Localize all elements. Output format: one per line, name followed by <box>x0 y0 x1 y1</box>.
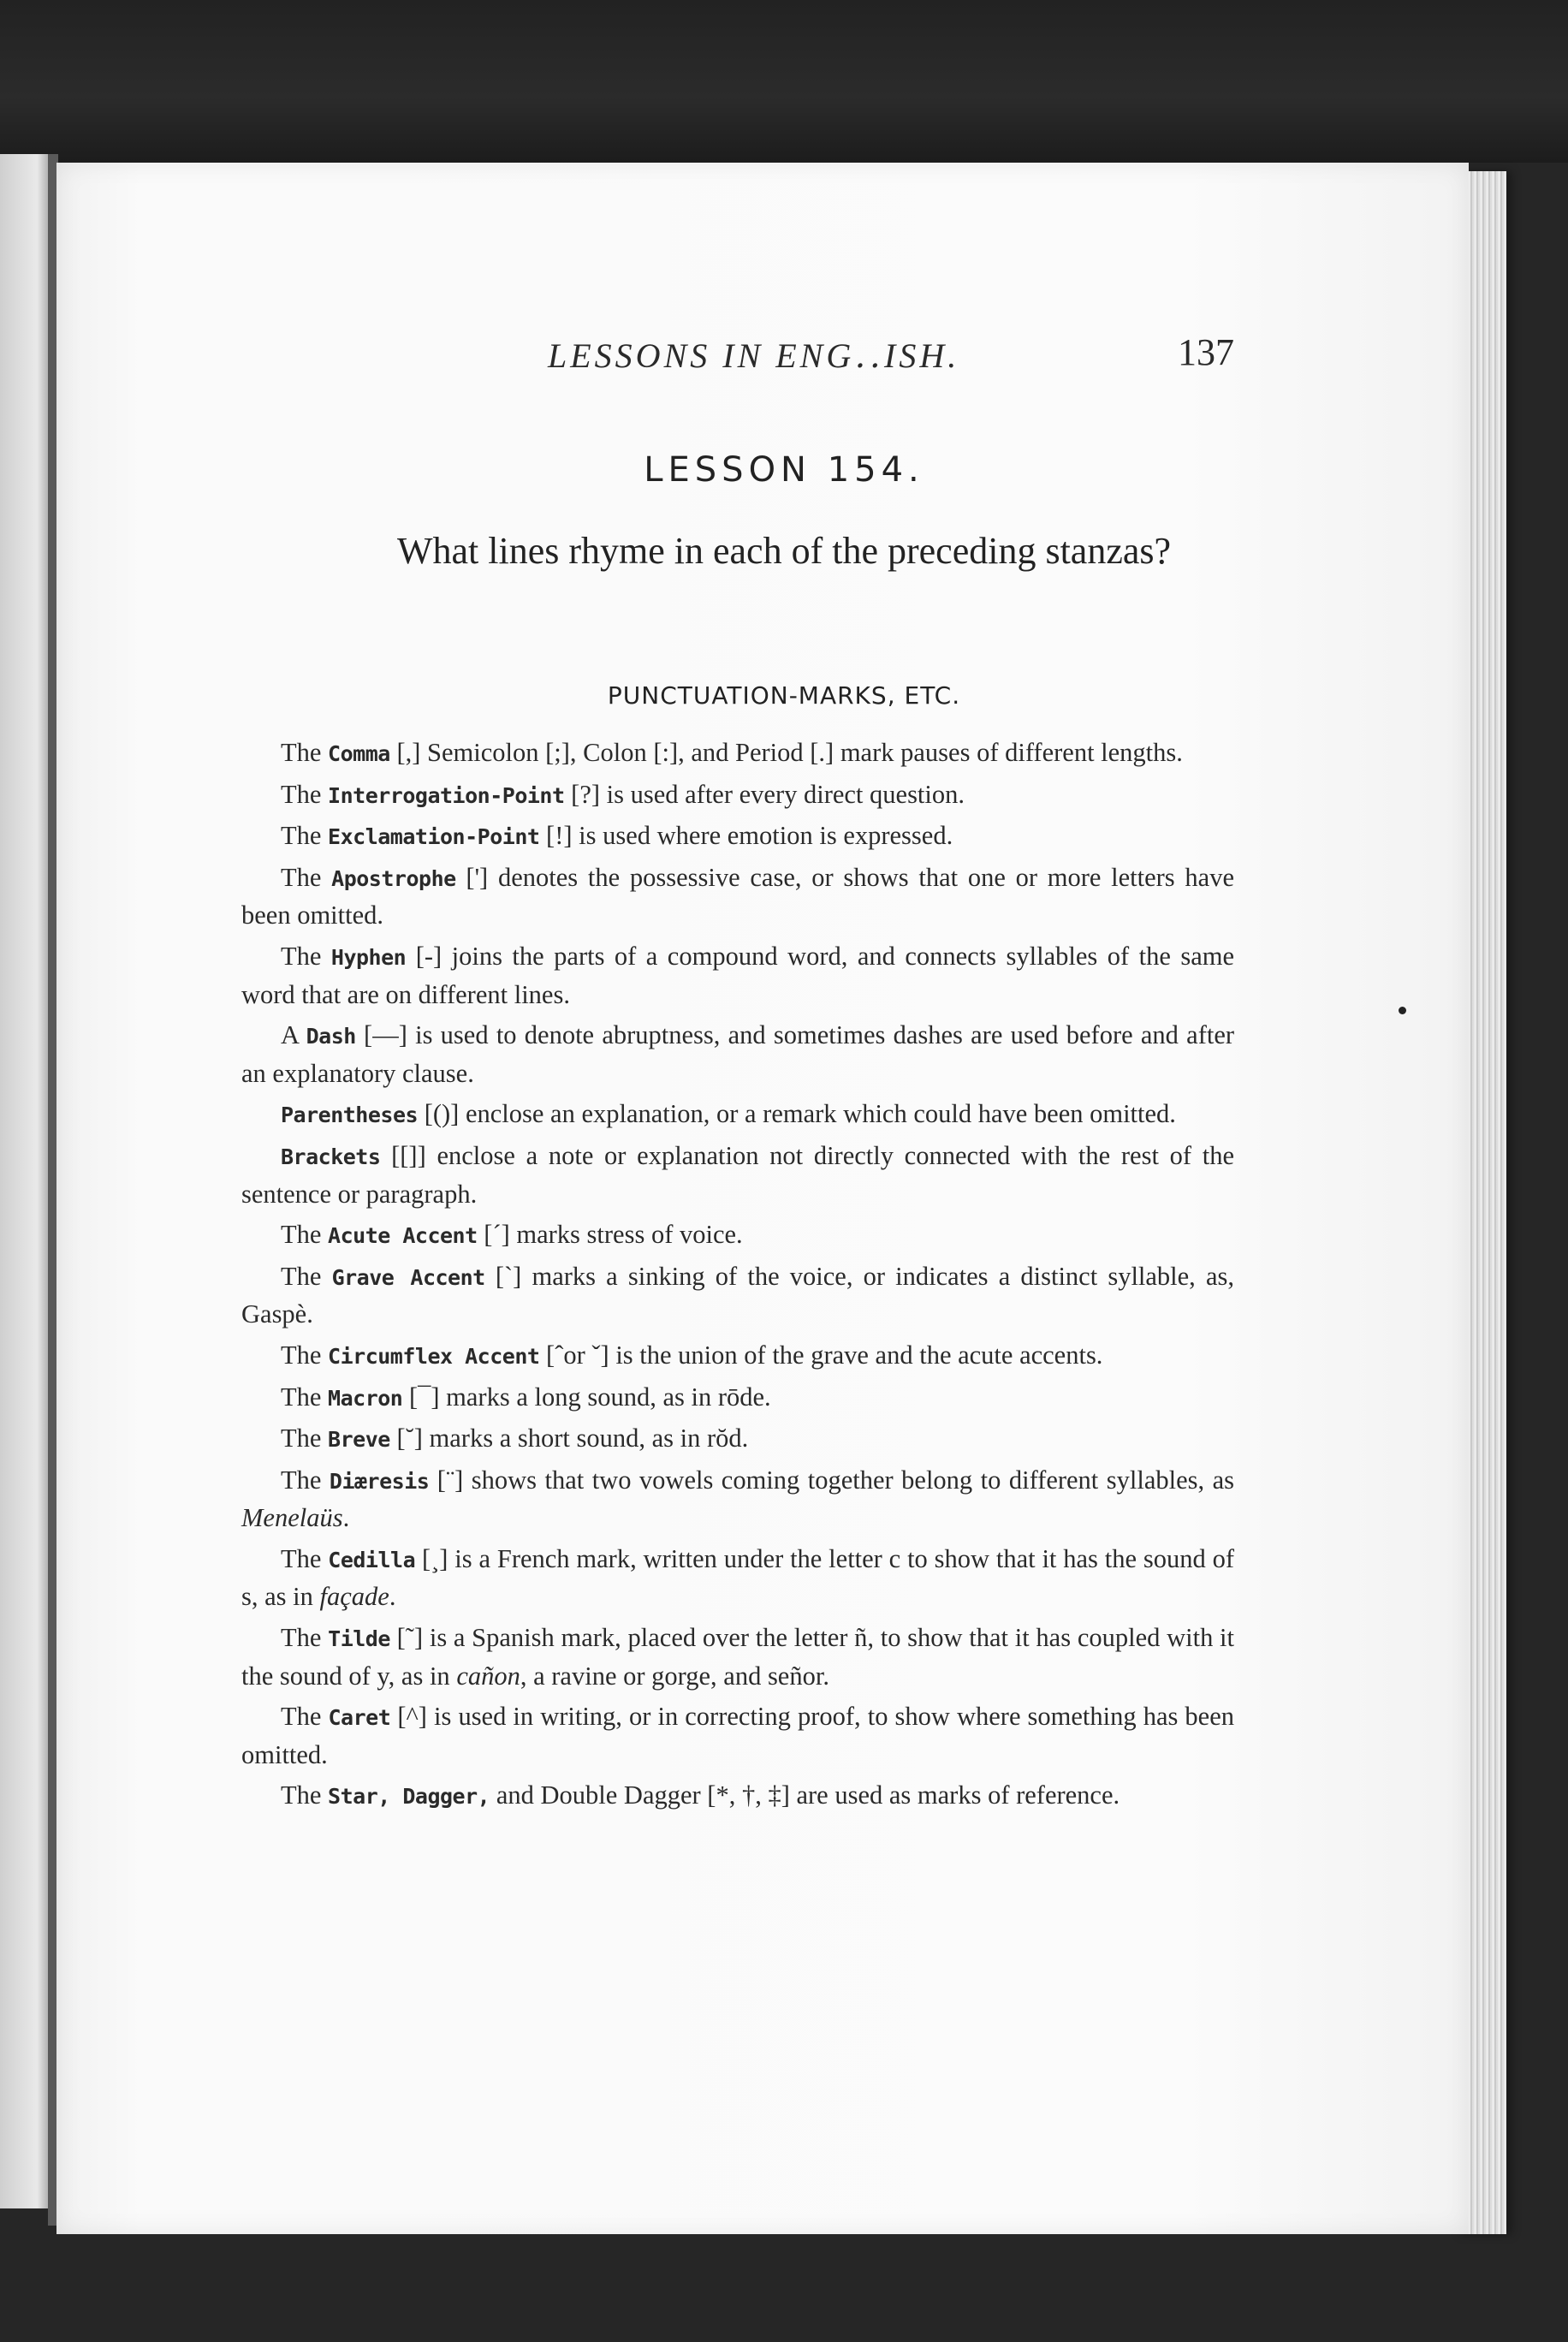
paragraph-body: [˘] marks a short sound, as in rŏd. <box>389 1424 749 1453</box>
paragraph-lead: The <box>281 1340 329 1370</box>
term: Brackets <box>281 1144 381 1169</box>
term: Diæresis <box>329 1468 430 1494</box>
paragraph-body: [,] Semicolon [;], Colon [:], and Period [.] mark pauses of different lengths. <box>389 738 1183 767</box>
term: Star, Dagger, <box>328 1784 490 1810</box>
paragraph-body: ['] denotes the possessive case, or shows that one or more letters have been omitted. <box>241 862 1234 930</box>
term: Exclamation-Point <box>328 824 540 850</box>
lesson-title: LESSON 154. <box>644 450 924 490</box>
term: Circumflex Accent <box>328 1343 540 1369</box>
paragraph <box>241 1138 1234 1213</box>
speck-mark <box>1399 1007 1406 1014</box>
paragraph-lead: The <box>281 779 329 809</box>
paragraph-body: [[]] enclose a note or explanation not directly connected with the rest of the sentence or paragraph. <box>241 1140 1234 1209</box>
paragraph-lead: The <box>281 941 331 971</box>
section-heading: PUNCTUATION-MARKS, ETC. <box>607 681 961 710</box>
paragraph-body: [()] enclose an explanation, or a remark which could have been omitted. <box>418 1099 1176 1129</box>
paragraph <box>241 938 1234 1013</box>
paragraph-lead: The <box>281 821 329 851</box>
paragraph <box>241 734 1234 773</box>
term: Hyphen <box>330 944 407 970</box>
paragraph <box>241 1698 1234 1774</box>
term: Acute Accent <box>328 1223 478 1249</box>
paragraph-lead: The <box>281 1261 332 1291</box>
paragraph-body: [˜] is a Spanish mark, placed over the letter ñ, to show that it has coupled with it the sound of y, as in <box>241 1623 1234 1691</box>
paragraph-tail: . <box>342 1503 350 1533</box>
lesson-question: What lines rhyme in each of the preceding stanzas? <box>396 530 1172 572</box>
paragraph-lead: The <box>281 1623 329 1653</box>
paragraph <box>241 1420 1234 1459</box>
paragraph-lead: The <box>281 1424 329 1453</box>
term: Parentheses <box>281 1103 419 1128</box>
paragraph-lead: The <box>281 1543 329 1573</box>
paragraph <box>241 1017 1234 1092</box>
paragraph-body: and Double Dagger [*, †, ‡] are used as marks of reference. <box>490 1780 1120 1810</box>
term: Cedilla <box>328 1547 416 1572</box>
paragraph-lead: The <box>281 1465 330 1495</box>
paragraph-body: [¯] marks a long sound, as in rōde. <box>402 1382 771 1412</box>
paragraph <box>241 1379 1234 1418</box>
paragraph-body: [¸] is a French mark, written under the letter c to show that it has the sound of s, as in <box>241 1543 1234 1612</box>
term: Tilde <box>328 1626 390 1652</box>
page-number: 137 <box>1178 331 1234 373</box>
running-head: LESSONS IN ENG․․ISH. <box>548 336 960 375</box>
term: Comma <box>328 741 390 766</box>
scan-background-top <box>0 0 1568 163</box>
paragraph <box>241 859 1234 935</box>
paragraph <box>241 817 1234 856</box>
paragraph-body: [-] joins the parts of a compound word, and connects syllables of the same word that are on different lines. <box>241 941 1235 1009</box>
punctuation-text <box>241 734 1234 1819</box>
paragraph-lead: The <box>281 1382 329 1412</box>
italic-example: cañon <box>456 1661 520 1691</box>
paragraph-tail: , a ravine or gorge, and señor. <box>520 1661 829 1691</box>
paragraph-body: [`] marks a sinking of the voice, or indicates a distinct syllable, as, Gaspè. <box>241 1261 1234 1329</box>
paragraph-lead: The <box>281 1220 329 1250</box>
paragraph <box>241 776 1234 815</box>
paragraph <box>241 1258 1234 1334</box>
paragraph <box>241 1777 1234 1816</box>
paragraph <box>241 1216 1234 1255</box>
paragraph <box>241 1337 1234 1376</box>
paragraph-body: [ˆor ˇ] is the union of the grave and the acute accents. <box>539 1340 1103 1370</box>
term: Interrogation-Point <box>328 782 565 808</box>
paragraph <box>241 1096 1234 1134</box>
paragraph-tail: . <box>389 1582 396 1612</box>
term: Grave Accent <box>331 1264 485 1290</box>
paragraph-lead: The <box>281 738 329 767</box>
paragraph-lead: The <box>281 862 332 892</box>
italic-example: Menelaüs <box>241 1503 343 1533</box>
paragraph-body: [!] is used where emotion is expressed. <box>539 821 953 851</box>
paragraph-body: [^] is used in writing, or in correcting proof, to show where something has been omitted. <box>241 1702 1234 1769</box>
term: Apostrophe <box>331 865 456 891</box>
term: Dash <box>306 1024 356 1049</box>
paragraph-lead: The <box>281 1702 329 1732</box>
paragraph <box>241 1620 1234 1695</box>
italic-example: façade <box>319 1582 389 1612</box>
paragraph-body: [—] is used to denote abruptness, and sometimes dashes are used before and after an explanatory clause. <box>241 1020 1235 1088</box>
paragraph-body: [´] marks stress of voice. <box>477 1220 743 1250</box>
paragraph-body: [¨] shows that two vowels coming together belong to different syllables, as <box>429 1465 1234 1495</box>
term: Breve <box>328 1427 390 1453</box>
paragraph-body: [?] is used after every direct question. <box>564 779 965 809</box>
paragraph <box>241 1462 1234 1537</box>
paragraph-lead: A <box>281 1020 306 1050</box>
term: Caret <box>328 1705 391 1731</box>
term: Macron <box>328 1385 403 1411</box>
paragraph <box>241 1541 1234 1616</box>
paragraph-lead: The <box>281 1780 329 1810</box>
